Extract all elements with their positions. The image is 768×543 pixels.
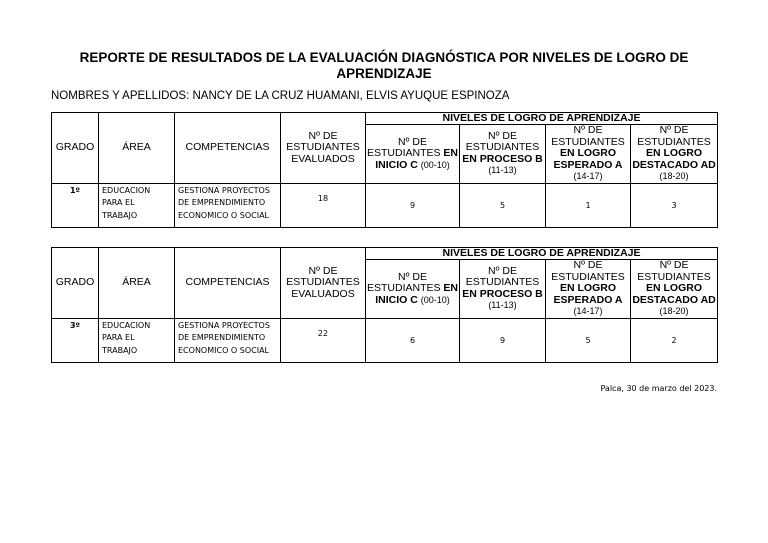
header-proceso	[460, 260, 546, 319]
results-table-1	[51, 112, 718, 228]
cell-esperado: 5	[546, 318, 631, 362]
report-title: REPORTE DE RESULTADOS DE LA EVALUACIÓN DIAGNÓSTICA POR NIVELES DE LOGRO DE APRENDIZAJE	[79, 50, 689, 81]
cell-grado: 3º	[52, 318, 99, 362]
header-esperado-label: EN LOGRO ESPERADO A	[553, 282, 623, 306]
header-inicio-pre: Nº DE ESTUDIANTES	[366, 135, 441, 159]
header-destacado-range: (18-20)	[659, 171, 689, 181]
date-line: Palca, 30 de marzo del 2023.	[600, 384, 717, 393]
results-table-2	[51, 247, 718, 363]
cell-evaluados: 18	[281, 183, 366, 227]
table-row	[52, 318, 718, 362]
cell-evaluados: 22	[281, 318, 366, 362]
cell-inicio: 6	[366, 318, 460, 362]
header-proceso	[460, 125, 546, 184]
header-niveles: NIVELES DE LOGRO DE APRENDIZAJE	[366, 248, 718, 260]
cell-grado: 1º	[52, 183, 99, 227]
header-proceso-label: EN PROCESO B	[462, 152, 543, 165]
header-competencias: COMPETENCIAS	[175, 248, 281, 319]
header-proceso-range: (11-13)	[488, 165, 517, 176]
header-destacado	[631, 260, 718, 319]
header-inicio-range: (00-10)	[420, 159, 450, 170]
header-destacado-label: EN LOGRO DESTACADO AD	[632, 147, 716, 171]
names-line: NOMBRES Y APELLIDOS: NANCY DE LA CRUZ HUAMANI, ELVIS AYUQUE ESPINOZA	[51, 90, 510, 102]
header-destacado-label: EN LOGRO DESTACADO AD	[632, 282, 716, 306]
header-inicio-label: EN INICIO C	[375, 282, 459, 306]
header-niveles: NIVELES DE LOGRO DE APRENDIZAJE	[366, 113, 718, 125]
cell-destacado: 3	[631, 183, 718, 227]
cell-area: EDUCACION PARA EL TRABAJO	[99, 183, 175, 227]
header-esperado-pre: Nº DE ESTUDIANTES	[551, 124, 625, 148]
header-proceso-range: (11-13)	[488, 300, 517, 311]
cell-inicio: 9	[366, 183, 460, 227]
cell-competencia: GESTIONA PROYECTOS DE EMPRENDIMIENTO ECONOMICO O SOCIAL	[175, 318, 281, 362]
header-proceso-pre: Nº DE ESTUDIANTES	[465, 264, 540, 289]
table-row	[52, 183, 718, 227]
header-esperado-pre: Nº DE ESTUDIANTES	[551, 259, 625, 283]
header-destacado-pre: Nº DE ESTUDIANTES	[637, 124, 711, 148]
header-esperado	[546, 125, 631, 184]
header-evaluados: Nº DE ESTUDIANTES EVALUADOS	[281, 248, 366, 319]
header-grado: GRADO	[52, 248, 99, 319]
header-competencias: COMPETENCIAS	[175, 113, 281, 184]
header-destacado-pre: Nº DE ESTUDIANTES	[637, 259, 711, 283]
header-inicio	[366, 125, 460, 184]
cell-area: EDUCACION PARA EL TRABAJO	[99, 318, 175, 362]
header-evaluados: Nº DE ESTUDIANTES EVALUADOS	[281, 113, 366, 184]
header-inicio-pre: Nº DE ESTUDIANTES	[366, 270, 441, 294]
header-area: ÁREA	[99, 248, 175, 319]
cell-destacado: 2	[631, 318, 718, 362]
header-grado: GRADO	[52, 113, 99, 184]
header-inicio	[366, 260, 460, 319]
header-esperado-label: EN LOGRO ESPERADO A	[553, 147, 623, 171]
cell-proceso: 5	[460, 183, 546, 227]
header-proceso-label: EN PROCESO B	[462, 287, 543, 300]
cell-proceso: 9	[460, 318, 546, 362]
header-esperado-range: (14-17)	[573, 306, 603, 316]
header-inicio-range: (00-10)	[420, 294, 450, 305]
cell-competencia: GESTIONA PROYECTOS DE EMPRENDIMIENTO ECONOMICO O SOCIAL	[175, 183, 281, 227]
header-area: ÁREA	[99, 113, 175, 184]
header-esperado-range: (14-17)	[573, 171, 603, 181]
cell-esperado: 1	[546, 183, 631, 227]
header-destacado	[631, 125, 718, 184]
header-destacado-range: (18-20)	[659, 306, 689, 316]
header-esperado	[546, 260, 631, 319]
header-proceso-pre: Nº DE ESTUDIANTES	[465, 129, 540, 154]
header-inicio-label: EN INICIO C	[375, 147, 459, 171]
